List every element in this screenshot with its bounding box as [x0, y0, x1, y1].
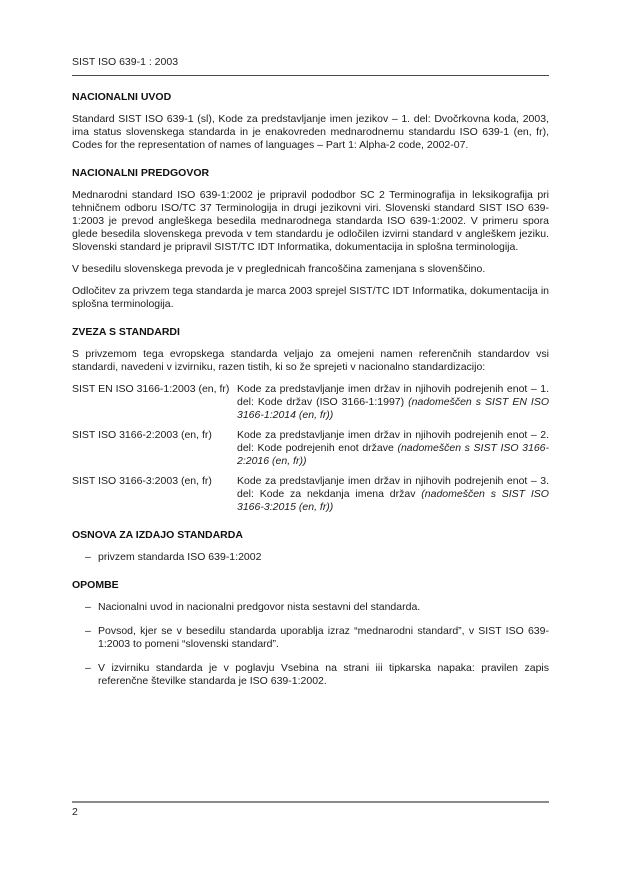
osnova-list	[72, 551, 549, 564]
list-item-text: privzem standarda ISO 639-1:2002	[98, 551, 262, 563]
bullet-dash: –	[85, 601, 91, 613]
standard-replacement-note: (nadomeščen s SIST ISO 3166-2:2016 (en, fr))	[237, 442, 550, 467]
standard-code: SIST ISO 3166-3:2003 (en, fr)	[72, 475, 212, 487]
section-title-nacionalni-predgovor: NACIONALNI PREDGOVOR	[72, 167, 210, 179]
list-item-text: Povsod, kjer se v besedilu standarda uporablja izraz “mednarodni standard”, v SIST ISO 639-1:2003 to pomeni “slovenski standard”.	[98, 625, 549, 650]
standard-description-text: Kode za predstavljanje imen držav in njihovih podrejenih enot – 2. del: Kode podrejenih enot države	[237, 429, 549, 454]
paragraph-zveza-intro: S privzemom tega evropskega standarda veljajo za omejeni namen referenčnih standardov vsi standardi, navedeni v izvirniku, razen tistih, ki so že sprejeti v nacionalno standardizacijo:	[72, 348, 549, 373]
list-item	[72, 601, 549, 614]
standard-description	[237, 475, 549, 514]
list-item-text: Nacionalni uvod in nacionalni predgovor nista sestavni del standarda.	[98, 601, 421, 613]
paragraph-nacionalni-uvod: Standard SIST ISO 639-1 (sl), Kode za predstavljanje imen jezikov – 1. del: Dvočrkovna koda, 2003, ima status slovenskega standarda in je enakovreden mednarodnemu standardu ISO 639-1 (en, fr), Codes for the representation of names of languages – Part 1: Alpha-2 code, 2002-07.	[72, 113, 549, 151]
document-footer	[72, 801, 549, 819]
page-content	[72, 56, 549, 699]
bullet-dash: –	[85, 625, 91, 637]
section-title-nacionalni-uvod: NACIONALNI UVOD	[72, 91, 172, 103]
standard-description-text: Kode za predstavljanje imen držav in njihovih podrejenih enot – 1. del: Kode držav (ISO 3166-1:1997)	[237, 383, 549, 408]
page-number: 2	[72, 806, 78, 818]
standard-row	[72, 429, 549, 468]
footer-rule	[72, 801, 549, 803]
list-item-text: V izvirniku standarda je v poglavju Vsebina na strani iii tipkarska napaka: pravilen zapis referenčne številke standarda je ISO 639-1:2002.	[98, 662, 549, 687]
bullet-dash: –	[85, 662, 91, 674]
standard-replacement-note: (nadomeščen s SIST ISO 3166-3:2015 (en, fr))	[237, 488, 549, 513]
paragraph-predgovor-2: V besedilu slovenskega prevoda je v preglednicah francoščina zamenjana s slovenščino.	[72, 263, 486, 275]
standard-row	[72, 475, 549, 514]
list-item	[72, 662, 549, 688]
standard-replacement-note: (nadomeščen s SIST EN ISO 3166-1:2014 (en, fr))	[237, 396, 549, 421]
bullet-dash: –	[85, 551, 91, 563]
section-title-opombe: OPOMBE	[72, 579, 119, 591]
document-header-title: SIST ISO 639-1 : 2003	[72, 56, 179, 68]
section-title-zveza-s-standardi: ZVEZA S STANDARDI	[72, 326, 180, 338]
standard-description	[237, 429, 549, 468]
standard-description-text: Kode za predstavljanje imen držav in njihovih podrejenih enot – 3. del: Kode za nekdanja imena držav	[237, 475, 549, 500]
standard-row	[72, 383, 549, 422]
document-header	[72, 56, 549, 76]
list-item	[72, 625, 549, 651]
standard-code: SIST EN ISO 3166-1:2003 (en, fr)	[72, 383, 230, 395]
paragraph-predgovor-1: Mednarodni standard ISO 639-1:2002 je pripravil pododbor SC 2 Terminografija in leksikografija pri tehničnem odboru ISO/TC 37 Terminologija in drugi jezikovni viri. Slovenski standard SIST ISO 639-1:2003 je prevod angleškega besedila mednarodnega standarda ISO 639-1:2002. V primeru spora glede besedila slovenskega prevoda v tem standardu je odločilen izvirni standard v angleškem jeziku. Slovenski standard je pripravil SIST/TC IDT Informatika, dokumentacija in splošna terminologija.	[72, 189, 549, 253]
standard-code: SIST ISO 3166-2:2003 (en, fr)	[72, 429, 212, 441]
referenced-standards-list	[72, 383, 549, 514]
standard-description	[237, 383, 549, 422]
section-title-osnova: OSNOVA ZA IZDAJO STANDARDA	[72, 529, 243, 541]
list-item	[72, 551, 549, 564]
paragraph-predgovor-3: Odločitev za privzem tega standarda je marca 2003 sprejel SIST/TC IDT Informatika, dokumentacija in splošna terminologija.	[72, 285, 549, 310]
opombe-list	[72, 601, 549, 688]
